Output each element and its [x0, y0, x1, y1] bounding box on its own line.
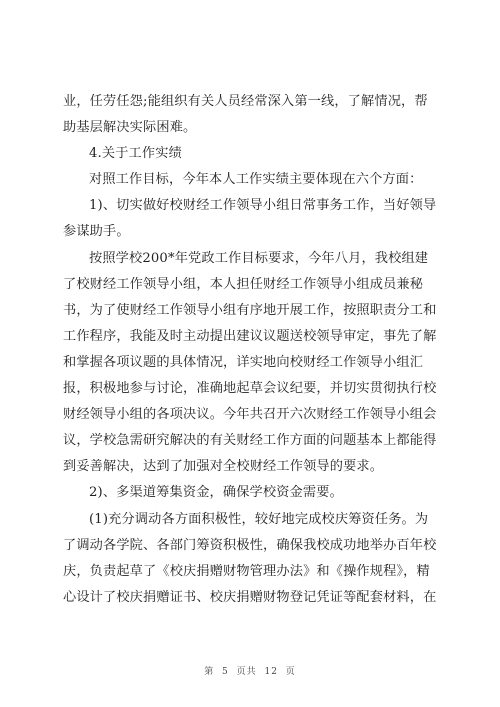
text-line: (1)充分调动各方面积极性，较好地完成校庆筹资任务。为	[89, 511, 429, 527]
text-line: 参谋助手。	[63, 224, 130, 240]
text-line: 对照工作目标，今年本人工作实绩主要体现在六个方面：	[89, 172, 423, 188]
text-line: 2)、多渠道筹集资金，确保学校资金需要。	[89, 485, 343, 501]
text-line: 财经领导小组的各项决议。今年共召开六次财经工作领导小组会	[63, 407, 437, 423]
text-line: 按照学校200*年党政工作目标要求，今年八月，我校组建	[89, 250, 429, 266]
text-line: 报，积极地参与讨论，准确地起草会议纪要，并切实贯彻执行校	[63, 381, 437, 397]
text-line: 了调动各学院、各部门筹资积极性，确保我校成功地举办百年校	[63, 537, 437, 553]
document-body	[63, 89, 440, 611]
text-line: 庆，负责起草了《校庆捐赠财物管理办法》和《操作规程》，精	[63, 563, 430, 579]
page-number-footer: 第 5 页共 12 页	[204, 667, 296, 677]
text-line: 助基层解决实际困难。	[63, 120, 197, 136]
text-line: 和掌握各项议题的具体情况，详实地向校财经工作领导小组汇	[63, 354, 424, 370]
text-line: 业，任劳任怨;能组织有关人员经常深入第一线，了解情况，帮	[63, 94, 428, 109]
text-line: 工作程序，我能及时主动提出建议议题送校领导审定，事先了解	[63, 328, 437, 344]
text-line: 到妥善解决，达到了加强对全校财经工作领导的要求。	[63, 459, 384, 475]
section-heading: 4.关于工作实绩	[89, 146, 182, 162]
text-line: 了校财经工作领导小组，本人担任财经工作领导小组成员兼秘	[63, 276, 424, 292]
text-line: 1)、切实做好校财经工作领导小组日常事务工作，当好领导	[89, 198, 437, 214]
text-line: 议，学校急需研究解决的有关财经工作方面的问题基本上都能得	[63, 433, 437, 449]
text-line: 书，为了使财经工作领导小组有序地开展工作，按照职责分工和	[63, 302, 437, 318]
text-line: 心设计了校庆捐赠证书、校庆捐赠财物登记凭证等配套材料，在	[63, 589, 437, 605]
